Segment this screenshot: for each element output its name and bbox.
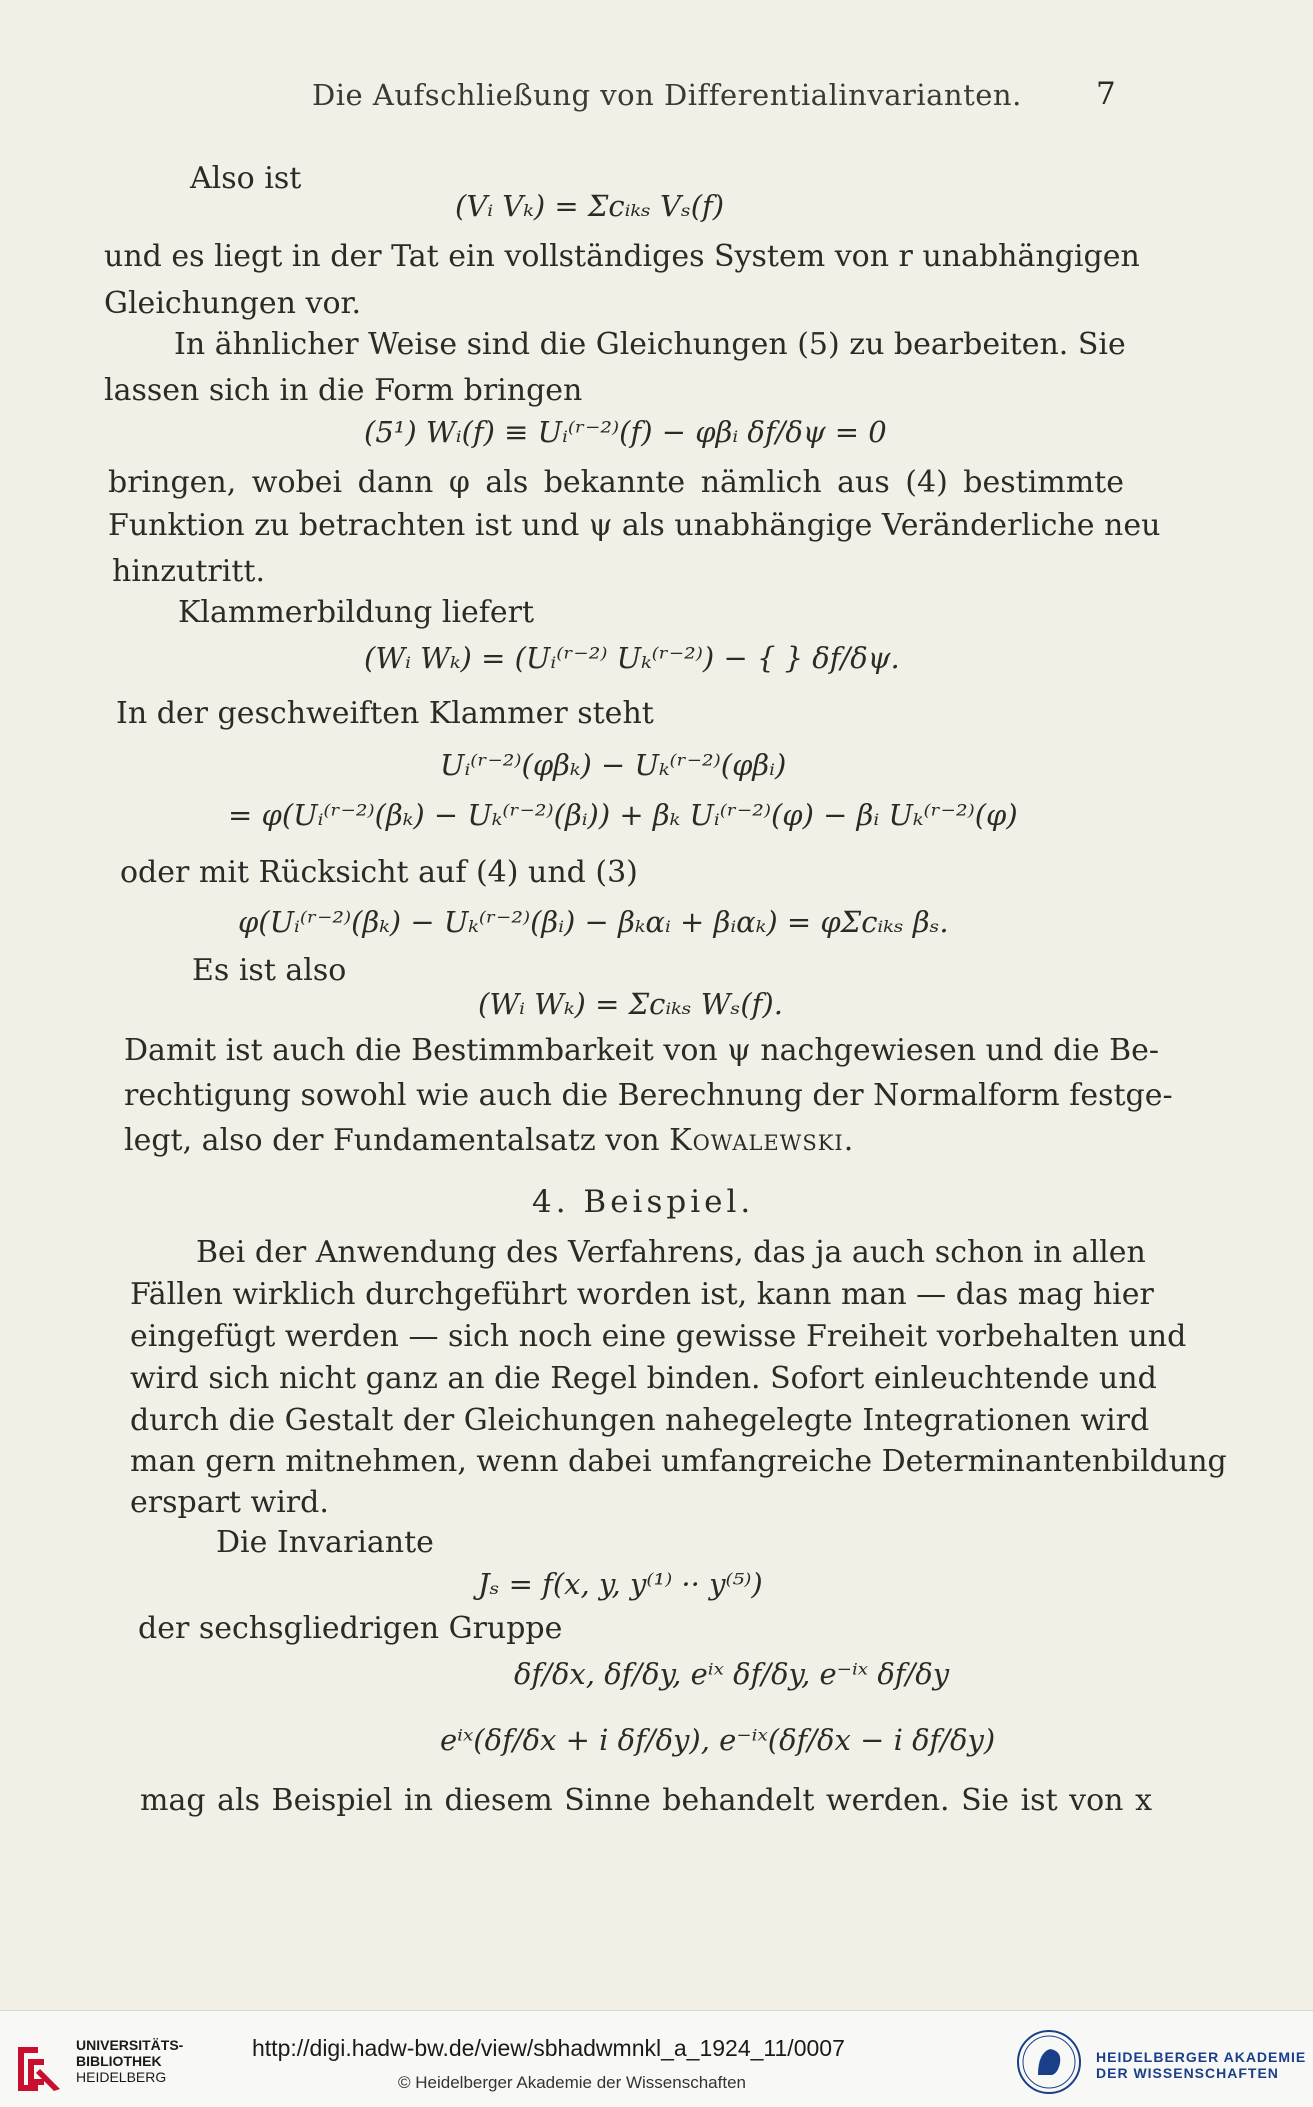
copyright-notice: © Heidelberger Akademie der Wissenschaften — [398, 2073, 746, 2092]
academy-name-line: HEIDELBERGER AKADEMIE — [1096, 2049, 1307, 2065]
text-line: erspart wird. — [130, 1485, 329, 1520]
section-heading: 4. Beispiel. — [532, 1184, 755, 1220]
formula: φ(Uᵢ⁽ʳ⁻²⁾(βₖ) − Uₖ⁽ʳ⁻²⁾(βᵢ) − βₖαᵢ + βᵢαₖ) = φΣcᵢₖₛ βₛ. — [238, 905, 949, 939]
academy-name — [1096, 2049, 1306, 2081]
formula: (Wᵢ Wₖ) = (Uᵢ⁽ʳ⁻²⁾ Uₖ⁽ʳ⁻²⁾) − { } δf/δψ. — [364, 641, 900, 675]
text-line: Damit ist auch die Bestimmbarkeit von ψ nachgewiesen und die Be- — [124, 1033, 1160, 1068]
footer-bar — [0, 2010, 1313, 2107]
text-line: hinzutritt. — [112, 554, 266, 589]
text-line: In der geschweiften Klammer steht — [116, 696, 654, 731]
formula: = φ(Uᵢ⁽ʳ⁻²⁾(βₖ) − Uₖ⁽ʳ⁻²⁾(βᵢ)) + βₖ Uᵢ⁽ʳ⁻²⁾(φ) − βᵢ Uₖ⁽ʳ⁻²⁾(φ) — [228, 798, 1018, 832]
formula: eⁱˣ(δf/δx + i δf/δy), e⁻ⁱˣ(δf/δx − i δf/δy) — [440, 1723, 996, 1757]
text-line: lassen sich in die Form bringen — [104, 373, 583, 408]
text-line: Bei der Anwendung des Verfahrens, das ja auch schon in allen — [196, 1235, 1146, 1270]
library-name-line: UNIVERSITÄTS- — [76, 2037, 184, 2053]
text-line: durch die Gestalt der Gleichungen nahegelegte Integrationen wird — [130, 1403, 1150, 1438]
formula: (Wᵢ Wₖ) = Σcᵢₖₛ Wₛ(f). — [478, 987, 783, 1021]
text-line: Fällen wirklich durchgeführt worden ist, kann man — das mag hier — [130, 1277, 1154, 1312]
formula: Uᵢ⁽ʳ⁻²⁾(φβₖ) − Uₖ⁽ʳ⁻²⁾(φβᵢ) — [440, 748, 787, 782]
formula: (Vᵢ Vₖ) = Σcᵢₖₛ Vₛ(f) — [455, 189, 725, 223]
text-line: bringen, wobei dann φ als bekannte nämlich aus (4) bestimmte — [108, 465, 1124, 500]
text-line: eingefügt werden — sich noch eine gewisse Freiheit vorbehalten und — [130, 1319, 1187, 1354]
text-line: Die Invariante — [216, 1525, 434, 1560]
text-line: Es ist also — [192, 953, 347, 988]
text-line: Also ist — [190, 161, 302, 196]
formula: δf/δx, δf/δy, eⁱˣ δf/δy, e⁻ⁱˣ δf/δy — [514, 1657, 950, 1691]
text-line: mag als Beispiel in diesem Sinne behandelt werden. Sie ist von x — [140, 1783, 1152, 1818]
text-line: der sechsgliedrigen Gruppe — [138, 1611, 563, 1646]
university-library-logo-icon — [10, 2039, 70, 2099]
academy-name-line: DER WISSENSCHAFTEN — [1096, 2065, 1279, 2081]
library-name — [76, 2037, 183, 2085]
running-title: Die Aufschließung von Differentialinvarianten. — [312, 78, 1022, 112]
permalink-url[interactable]: http://digi.hadw-bw.de/view/sbhadwmnkl_a_1924_11/0007 — [252, 2035, 845, 2061]
library-name-line: HEIDELBERG — [76, 2069, 167, 2085]
academy-seal-icon — [1016, 2029, 1082, 2095]
text-line: und es liegt in der Tat ein vollständiges System von r unabhängigen — [104, 239, 1140, 274]
text-line: rechtigung sowohl wie auch die Berechnung der Normalform festge- — [124, 1078, 1173, 1113]
text-line: Gleichungen vor. — [104, 286, 362, 321]
text-line: Funktion zu betrachten ist und ψ als unabhängige Veränderliche neu — [108, 508, 1161, 543]
text-line: wird sich nicht ganz an die Regel binden. Sofort einleuchtende und — [130, 1361, 1157, 1396]
author-name: Kowalewski. — [669, 1123, 855, 1158]
formula: (5¹) Wᵢ(f) ≡ Uᵢ⁽ʳ⁻²⁾(f) − φβᵢ δf/δψ = 0 — [364, 415, 887, 449]
text-line: Klammerbildung liefert — [178, 595, 535, 630]
formula: Jₛ = f(x, y, y⁽¹⁾ ·· y⁽⁵⁾) — [478, 1567, 763, 1601]
text-segment: legt, also der Fundamentalsatz von — [124, 1123, 660, 1158]
text-line: man gern mitnehmen, wenn dabei umfangreiche Determinantenbildung — [130, 1444, 1227, 1479]
text-line: In ähnlicher Weise sind die Gleichungen (5) zu bearbeiten. Sie — [174, 327, 1126, 362]
library-name-line: BIBLIOTHEK — [76, 2053, 162, 2069]
text-line — [124, 1120, 854, 1162]
text-line: oder mit Rücksicht auf (4) und (3) — [120, 855, 638, 890]
page-number: 7 — [1096, 76, 1116, 112]
